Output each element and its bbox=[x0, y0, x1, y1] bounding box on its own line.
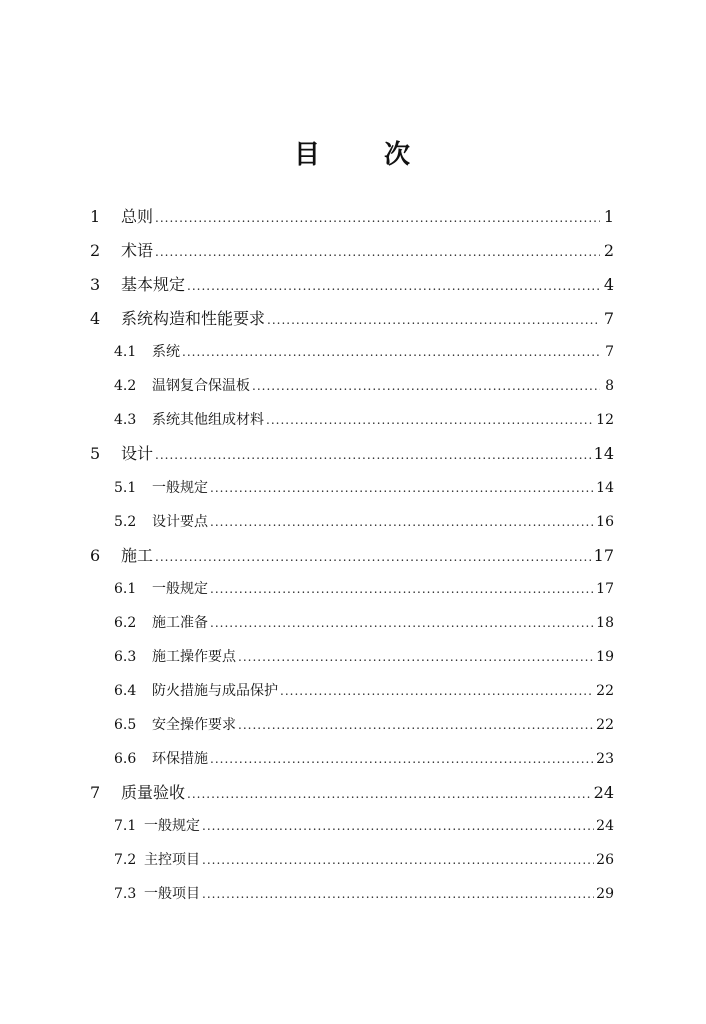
toc-dot-leader bbox=[182, 340, 600, 364]
toc-dot-leader bbox=[187, 274, 600, 298]
toc-entry-label: 基本规定 bbox=[121, 274, 186, 294]
page-title bbox=[0, 138, 706, 172]
toc-entry-label: 一般规定 bbox=[152, 581, 208, 598]
toc-entry-label: 一般规定 bbox=[152, 479, 208, 496]
toc-entry-number: 7.2 bbox=[114, 852, 137, 869]
toc-chapter-row bbox=[90, 273, 614, 297]
toc-page-number: 7 bbox=[603, 308, 614, 328]
toc-entry-number: 5.2 bbox=[114, 513, 137, 530]
toc-section-row bbox=[114, 814, 614, 838]
title-char-left: 目 bbox=[293, 140, 322, 170]
toc-chapter-row bbox=[90, 544, 614, 568]
toc-page-number: 19 bbox=[596, 649, 614, 665]
toc-dot-leader bbox=[280, 679, 594, 703]
toc-entry-label: 施工操作要点 bbox=[152, 649, 236, 665]
toc-chapter-row bbox=[90, 442, 614, 466]
toc-dot-leader bbox=[210, 476, 594, 500]
toc-entry-label: 系统其他组成材料 bbox=[152, 412, 264, 429]
toc-section-row bbox=[114, 611, 614, 635]
toc-entry-label: 术语 bbox=[121, 240, 154, 260]
toc-section-row bbox=[114, 848, 614, 872]
toc-entry-label: 设计要点 bbox=[152, 513, 208, 530]
toc-page-number: 14 bbox=[596, 479, 614, 496]
toc-entry-label: 施工 bbox=[121, 545, 154, 565]
toc-chapter-row bbox=[90, 205, 614, 229]
toc-dot-leader bbox=[210, 510, 594, 534]
toc-dot-leader bbox=[210, 611, 594, 635]
toc-entry-number: 6.3 bbox=[114, 649, 137, 665]
toc-page-number: 24 bbox=[596, 818, 614, 835]
toc-entry-label: 一般项目 bbox=[144, 886, 200, 902]
toc-entry-number: 5 bbox=[90, 444, 101, 463]
toc-chapter-row bbox=[90, 239, 614, 263]
toc-page-number: 7 bbox=[605, 344, 614, 361]
toc-page-number: 22 bbox=[596, 716, 614, 733]
toc-dot-leader bbox=[187, 782, 592, 806]
toc-section-row bbox=[114, 679, 614, 703]
toc-entry-label: 一般规定 bbox=[144, 818, 200, 835]
toc-entry-number: 4 bbox=[90, 308, 101, 328]
toc-entry-number: 6.4 bbox=[114, 682, 137, 699]
toc-dot-leader bbox=[210, 747, 594, 771]
toc-dot-leader bbox=[155, 545, 592, 569]
toc-page-number: 24 bbox=[593, 782, 614, 802]
toc-page-number: 23 bbox=[596, 750, 614, 767]
toc-entry-label: 总则 bbox=[121, 207, 154, 226]
toc-entry-label: 主控项目 bbox=[144, 852, 200, 869]
toc-entry-label: 施工准备 bbox=[152, 615, 208, 632]
toc-page-number: 22 bbox=[596, 682, 614, 699]
toc-entry-number: 6.2 bbox=[114, 615, 137, 632]
toc-entry-label: 系统构造和性能要求 bbox=[121, 308, 266, 328]
toc-page-number: 2 bbox=[603, 240, 614, 260]
toc-page-number: 17 bbox=[596, 581, 614, 598]
toc-page-number: 12 bbox=[596, 412, 614, 429]
toc-page-number: 1 bbox=[603, 207, 614, 226]
toc-entry-number: 2 bbox=[90, 240, 101, 260]
toc-section-row bbox=[114, 408, 614, 432]
title-char-right: 次 bbox=[384, 140, 413, 170]
toc-entry-number: 3 bbox=[90, 274, 101, 294]
toc-entry-label: 系统 bbox=[152, 344, 180, 361]
toc-chapter-row bbox=[90, 781, 614, 805]
toc-section-row bbox=[114, 510, 614, 534]
toc-dot-leader bbox=[155, 240, 600, 264]
toc-section-row bbox=[114, 645, 614, 669]
toc-page-number: 26 bbox=[596, 852, 614, 869]
toc-section-row bbox=[114, 577, 614, 601]
toc-entry-label: 质量验收 bbox=[121, 782, 186, 802]
toc-dot-leader bbox=[238, 645, 594, 669]
toc-entry-label: 防火措施与成品保护 bbox=[152, 682, 278, 699]
toc-dot-leader bbox=[238, 713, 594, 737]
toc-dot-leader bbox=[202, 814, 594, 838]
toc-section-row bbox=[114, 476, 614, 500]
toc-page-number: 16 bbox=[596, 513, 614, 530]
toc-dot-leader bbox=[266, 408, 594, 432]
toc-page-number: 18 bbox=[596, 615, 614, 632]
toc-entry-label: 温钢复合保温板 bbox=[152, 378, 250, 395]
toc-dot-leader bbox=[202, 882, 594, 906]
toc-section-row bbox=[114, 747, 614, 771]
toc-dot-leader bbox=[252, 374, 600, 398]
toc-page-number: 8 bbox=[605, 378, 614, 395]
toc-entry-number: 1 bbox=[90, 207, 101, 226]
toc-dot-leader bbox=[155, 443, 592, 467]
toc-entry-number: 6.6 bbox=[114, 750, 137, 767]
toc-page-number: 29 bbox=[596, 886, 614, 902]
toc-page-number: 4 bbox=[603, 274, 614, 294]
toc-entry-number: 6 bbox=[90, 545, 101, 565]
toc-section-row bbox=[114, 340, 614, 364]
toc-section-row bbox=[114, 374, 614, 398]
toc-section-row bbox=[114, 713, 614, 737]
toc-entry-number: 7.1 bbox=[114, 818, 137, 835]
toc-entry-label: 环保措施 bbox=[152, 750, 208, 767]
toc-chapter-row bbox=[90, 307, 614, 331]
toc-entry-number: 6.5 bbox=[114, 716, 137, 733]
toc-dot-leader bbox=[210, 577, 594, 601]
toc-entry-number: 4.3 bbox=[114, 412, 137, 429]
toc-section-row bbox=[114, 882, 614, 906]
toc-entry-number: 4.2 bbox=[114, 378, 137, 395]
toc-dot-leader bbox=[202, 848, 594, 872]
toc-entry-number: 6.1 bbox=[114, 581, 137, 598]
toc-page-number: 14 bbox=[593, 444, 614, 463]
toc-dot-leader bbox=[267, 308, 600, 332]
toc-dot-leader bbox=[155, 206, 600, 230]
toc-entry-number: 7 bbox=[90, 782, 101, 802]
toc-entry-label: 设计 bbox=[121, 444, 154, 463]
toc-entry-label: 安全操作要求 bbox=[152, 716, 236, 733]
toc-page-number: 17 bbox=[593, 545, 614, 565]
toc-entry-number: 5.1 bbox=[114, 479, 137, 496]
toc-entry-number: 7.3 bbox=[114, 886, 137, 902]
toc-entry-number: 4.1 bbox=[114, 344, 137, 361]
